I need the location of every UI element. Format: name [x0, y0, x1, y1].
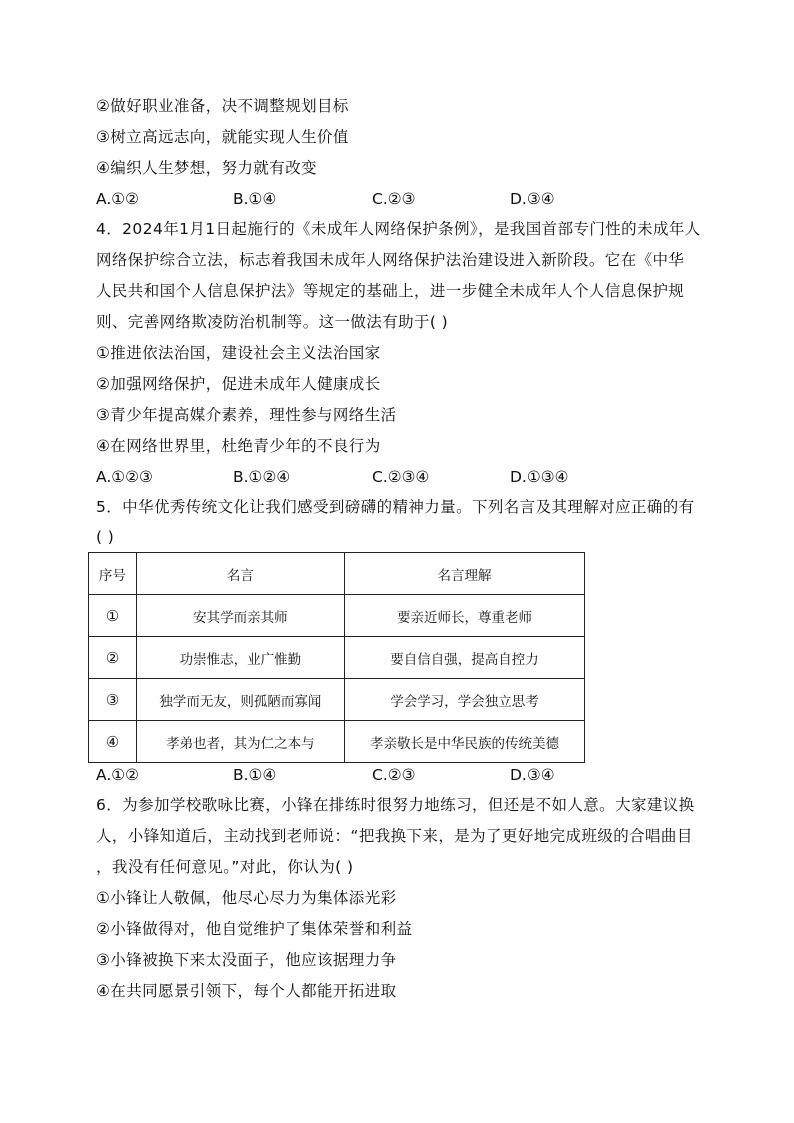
q3-option-d: D.③④ — [510, 190, 555, 208]
row-index: ① — [89, 595, 137, 637]
q4-option-b: B.①②④ — [233, 468, 291, 486]
row-quote: 独学而无友，则孤陋而寡闻 — [136, 679, 344, 721]
row-quote: 功崇惟志，业广惟勤 — [136, 637, 344, 679]
q5-option-b: B.①④ — [233, 766, 277, 784]
table-row — [89, 721, 585, 763]
q3-item-4: ④编织人生梦想，努力就有改变 — [96, 159, 317, 177]
row-index: ③ — [89, 679, 137, 721]
q5-option-c: C.②③ — [372, 766, 416, 784]
q5-option-a: A.①② — [96, 766, 140, 784]
q4-option-c: C.②③④ — [372, 468, 430, 486]
q4-item-1: ①推进依法治国，建设社会主义法治国家 — [96, 344, 381, 362]
q6-item-3: ③小锋被换下来太没面子，他应该据理力争 — [96, 951, 397, 969]
q5-stem-line-1: 5．中华优秀传统文化让我们感受到磅礴的精神力量。下列名言及其理解对应正确的有 — [96, 498, 695, 516]
q6-item-2: ②小锋做得对，他自觉维护了集体荣誉和利益 — [96, 920, 413, 938]
q6-stem-line-3: ，我没有任何意见。”对此，你认为( ) — [96, 858, 354, 876]
q6-item-4: ④在共同愿景引领下，每个人都能开拓进取 — [96, 982, 397, 1000]
row-quote: 安其学而亲其师 — [136, 595, 344, 637]
q4-option-d: D.①③④ — [510, 468, 569, 486]
table-header-row — [89, 553, 585, 595]
header-meaning: 名言理解 — [344, 553, 584, 595]
row-quote: 孝弟也者，其为仁之本与 — [136, 721, 344, 763]
q3-option-a: A.①② — [96, 190, 140, 208]
q4-stem-line-3: 人民共和国个人信息保护法》等规定的基础上，进一步健全未成年人个人信息保护规 — [96, 282, 685, 300]
row-meaning: 孝亲敬长是中华民族的传统美德 — [344, 721, 584, 763]
q3-item-3: ③树立高远志向，就能实现人生价值 — [96, 128, 349, 146]
q6-stem-line-2: 人，小锋知道后，主动找到老师说：“把我换下来，是为了更好地完成班级的合唱曲目 — [96, 827, 693, 845]
table-row — [89, 595, 585, 637]
quotes-table — [88, 552, 585, 763]
q4-stem-line-4: 则、完善网络欺凌防治机制等。这一做法有助于( ) — [96, 313, 449, 331]
q4-stem-line-1: 4．2024年1月1日起施行的《未成年人网络保护条例》，是我国首部专门性的未成年人 — [96, 220, 701, 238]
table-row — [89, 637, 585, 679]
row-meaning: 要自信自强，提高自控力 — [344, 637, 584, 679]
q4-item-3: ③青少年提高媒介素养，理性参与网络生活 — [96, 406, 397, 424]
table-row — [89, 679, 585, 721]
header-quote: 名言 — [136, 553, 344, 595]
q6-item-1: ①小锋让人敬佩，他尽心尽力为集体添光彩 — [96, 889, 397, 907]
q3-option-b: B.①④ — [233, 190, 277, 208]
q4-item-4: ④在网络世界里，杜绝青少年的不良行为 — [96, 437, 381, 455]
q5-option-d: D.③④ — [510, 766, 555, 784]
q6-stem-line-1: 6．为参加学校歌咏比赛，小锋在排练时很努力地练习，但还是不如人意。大家建议换 — [96, 796, 695, 814]
q4-stem-line-2: 网络保护综合立法，标志着我国未成年人网络保护法治建设进入新阶段。它在《中华 — [96, 251, 685, 269]
q4-item-2: ②加强网络保护，促进未成年人健康成长 — [96, 375, 381, 393]
q5-stem-line-2: ( ) — [96, 528, 115, 546]
q3-item-2: ②做好职业准备，决不调整规划目标 — [96, 97, 349, 115]
row-meaning: 学会学习，学会独立思考 — [344, 679, 584, 721]
row-meaning: 要亲近师长，尊重老师 — [344, 595, 584, 637]
row-index: ② — [89, 637, 137, 679]
row-index: ④ — [89, 721, 137, 763]
q4-option-a: A.①②③ — [96, 468, 153, 486]
header-index: 序号 — [89, 553, 137, 595]
q3-option-c: C.②③ — [372, 190, 416, 208]
